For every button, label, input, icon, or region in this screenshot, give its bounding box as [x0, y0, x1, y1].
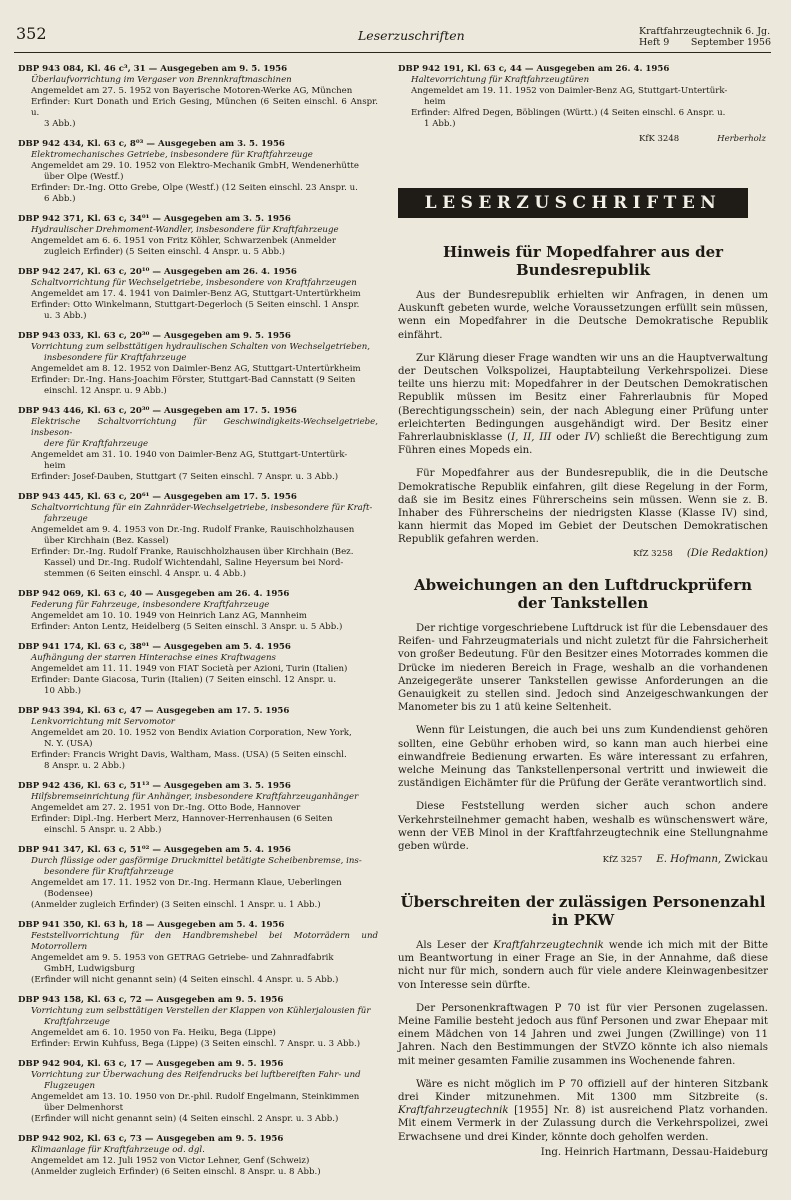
patent-applicant: Angemeldet am 19. 11. 1952 von Daimler-Benz AG, Stuttgart-Untertürk-	[411, 86, 728, 96]
patent-line: Vorrichtung zum selbsttätigen hydraulischen Schalten von Wechselgetrieben,	[31, 342, 370, 352]
patent-line: Schaltvorrichtung für Wechselgetriebe, insbesondere von Kraftfahrzeugen	[31, 278, 357, 288]
patent-line: Erfinder: Dr.-Ing. Rudolf Franke, Rauischholzhausen über Kirchhain (Bez.	[31, 547, 354, 557]
patent-line: Erfinder: Dr.-Ing. Hans-Joachim Förster, Stuttgart-Bad Cannstatt (9 Seiten	[31, 375, 356, 385]
patent-line: (Erfinder will nicht genannt sein) (4 Seiten einschl. 2 Anspr. u. 3 Abb.)	[31, 1114, 339, 1124]
patent-line: Angemeldet am 17. 4. 1941 von Daimler-Benz AG, Stuttgart-Untertürkheim	[31, 289, 361, 299]
paragraph: Aus der Bundesrepublik erhielten wir Anfragen, in denen um Auskunft gebeten wurde, welche Voraussetzungen erfüllt sein müssen, wenn ein Mopedfahrer in die Deutsche Demokratische Republik einfährt.	[398, 290, 768, 341]
patent-head: DBP 943 158, Kl. 63 c, 72 — Ausgegeben am 9. 5. 1956	[18, 995, 284, 1005]
patent-line: Angemeldet am 8. 12. 1952 von Daimler-Benz AG, Stuttgart-Untertürkheim	[31, 364, 361, 374]
reference-code: KfZ 3257	[602, 855, 643, 866]
patent-head: DBP 942 436, Kl. 63 c, 51¹³ — Ausgegeben am 3. 5. 1956	[18, 781, 291, 791]
patent-line: Angemeldet am 13. 10. 1950 von Dr.-phil. Rudolf Engelmann, Steinkimmen	[31, 1092, 360, 1102]
patent-line: Angemeldet am 31. 10. 1940 von Daimler-Benz AG, Stuttgart-Untertürk-	[31, 450, 348, 460]
patent-head: DBP 943 033, Kl. 63 c, 20³⁰ — Ausgegeben am 9. 5. 1956	[18, 331, 291, 341]
article-title: Überschreiten der zulässigen Personenzahl in PKW	[400, 893, 766, 929]
patent-line: u. 3 Abb.)	[44, 311, 87, 321]
patent-line: Hilfsbremseinrichtung für Anhänger, insbesondere Kraftfahrzeuganhänger	[31, 792, 359, 802]
patent-line: Erfinder: Anton Lentz, Heidelberg (5 Seiten einschl. 3 Anspr. u. 5 Abb.)	[31, 622, 343, 632]
patent-line: GmbH, Ludwigsburg	[44, 964, 135, 974]
patent-line: Angemeldet am 9. 5. 1953 von GETRAG Getriebe- und Zahnradfabrik	[31, 953, 334, 963]
patent-line: Kassel) und Dr.-Ing. Rudolf Wichtendahl, Saline Heyersum bei Nord-	[44, 558, 344, 568]
patent-line: Erfinder: Dante Giacosa, Turin (Italien) (7 Seiten einschl. 12 Anspr. u.	[31, 675, 337, 685]
signer-place: Dessau-Haideburg	[672, 1146, 768, 1158]
patent-line: heim	[424, 97, 446, 107]
patent-line: Durch flüssige oder gasförmige Druckmittel betätigte Scheibenbremse, ins-	[31, 856, 362, 866]
patent-line: einschl. 12 Anspr. u. 9 Abb.)	[44, 386, 167, 396]
patent-line: Angemeldet am 10. 10. 1949 von Heinrich Lanz AG, Mannheim	[31, 611, 307, 621]
article-title: Hinweis für Mopedfahrer aus der Bundesrepublik	[442, 243, 724, 279]
patent-line: Angemeldet am 27. 5. 1952 von Bayerische Motoren-Werke AG, München	[31, 86, 353, 96]
patent-line: Angemeldet am 29. 10. 1952 von Elektro-Mechanik GmbH, Wendenerhütte	[31, 161, 359, 171]
patent-line: Feststellvorrichtung für den Handbremshebel bei Motorrädern und Motorrollern	[31, 931, 378, 952]
issue-date: September 1956	[690, 37, 771, 48]
paragraph: Diese Feststellung werden sicher auch schon andere Verkehrsteilnehmer gemacht haben, weshalb es wünschenswert wäre, wenn der VEB Minol in der Kraftfahrzeugtechnik eine Stellungnahme geben würde.	[398, 801, 768, 853]
patent-entry	[18, 214, 378, 258]
paragraph: Für Mopedfahrer aus der Bundesrepublik, die in die Deutsche Demokratische Republik einfahren, gilt diese Regelung in der Form, daß sie im Besitz eines Führerscheins sein müssen. Wenn sie z. B. Inhaber des Führerscheins der niedrigsten Klasse (Klasse IV) sind, kann hiermit das Moped im Gebiet der Deutschen Demokratischen Republik gefahren werden.	[398, 468, 768, 546]
patent-head: DBP 942 371, Kl. 63 c, 34⁰¹ — Ausgegeben am 3. 5. 1956	[18, 214, 291, 224]
reference-code: KfK 3248	[638, 134, 680, 144]
patent-line: über Delmenhorst	[44, 1103, 124, 1113]
patent-line: Angemeldet am 11. 11. 1949 von FIAT Società per Azioni, Turin (Italien)	[31, 664, 348, 674]
patent-head: DBP 942 904, Kl. 63 c, 17 — Ausgegeben am 9. 5. 1956	[18, 1059, 284, 1069]
patent-line: Vorrichtung zum selbsttätigen Verstellen der Klappen von Kühlerjalousien für	[31, 1006, 371, 1016]
patent-line: Erfinder: Francis Wright Davis, Waltham, Mass. (USA) (5 Seiten einschl.	[31, 750, 347, 760]
patent-entry	[18, 845, 378, 911]
article-luftdruck	[398, 577, 768, 867]
journal-info	[639, 26, 771, 48]
patent-head: DBP 941 350, Kl. 63 h, 18 — Ausgegeben am 5. 4. 1956	[18, 920, 285, 930]
patent-line: (Erfinder will nicht genannt sein) (4 Seiten einschl. 4 Anspr. u. 5 Abb.)	[31, 975, 339, 985]
patent-line: (Anmelder zugleich Erfinder) (6 Seiten einschl. 8 Anspr. u. 8 Abb.)	[31, 1167, 321, 1177]
patent-line: 8 Anspr. u. 2 Abb.)	[44, 761, 125, 771]
patent-entry	[18, 64, 378, 130]
patent-line: über Kirchhain (Bez. Kassel)	[44, 536, 169, 546]
patent-entry	[18, 331, 378, 397]
patent-line: Schaltvorrichtung für ein Zahnräder-Wechselgetriebe, insbesondere für Kraft-	[31, 503, 373, 513]
patent-entry	[18, 1059, 378, 1125]
patent-line: Klimaanlage für Kraftfahrzeuge od. dgl.	[31, 1145, 205, 1155]
paragraph: Der Personenkraftwagen P 70 ist für vier Personen zugelassen. Meine Familie besteht jedoch aus fünf Personen und zwar Ehepaar mit einem Mädchen von 14 Jahren und zwei Jungen (Zwillinge) von 11 Jahren. Nach den Bestimmungen der StVZO könnte ich also niemals mit meiner gesamten Familie zusammen ins Wochenende fahren.	[398, 1002, 768, 1067]
patent-line: einschl. 5 Anspr. u. 2 Abb.)	[44, 825, 162, 835]
article-title: Abweichungen an den Luftdruckprüfern der Tankstellen	[413, 576, 753, 612]
paragraph: Als Leser der Kraftfahrzeugtechnik wende ich mich mit der Bitte um Beantwortung in einer Frage an Sie, in der Annahme, daß diese nicht nur für mich, sondern auch für viele andere Kleinwagenbesitzer von Interesse sein dürfte.	[398, 940, 768, 991]
patent-line: (Anmelder zugleich Erfinder) (3 Seiten einschl. 1 Anspr. u. 1 Abb.)	[31, 900, 321, 910]
patent-head: DBP 941 174, Kl. 63 c, 38⁰¹ — Ausgegeben am 5. 4. 1956	[18, 642, 291, 652]
right-column	[398, 64, 768, 1158]
patent-head: DBP 943 084, Kl. 46 c³, 31 — Ausgegeben am 9. 5. 1956	[18, 64, 288, 74]
patent-entry	[18, 642, 378, 697]
patent-line: Elektrische Schaltvorrichtung für Geschwindigkeits-Wechselgetriebe, insbeson-	[31, 417, 378, 438]
paragraph: Zur Klärung dieser Frage wandten wir uns an die Hauptverwaltung der Deutschen Volkspolizei, Hauptabteilung Verkehrspolizei. Diese teilte uns hierzu mit: Mopedfahrer in der Deutschen Demokratischen Republik müssen im Besitz einer Fahrerlaubnis für Moped (Berechtigungsschein) sein, der nach Ablegung einer Prüfung unter erleichterten Bedingungen ausgehändigt wird. Der Besitz einer Fahrerlaubnisklasse (I, II, III oder IV) schließt die Berechtigung zum Führen eines Mopeds ein.	[398, 352, 768, 457]
paragraph: Der richtige vorgeschriebene Luftdruck ist für die Lebensdauer des Reifen- und Fahrzeugmaterials und nicht zuletzt für die Fahrsicherheit von großer Bedeutung. Für den Besitzer eines Motorrades kommen die Drücke im niederen Bereich in Frage, weshalb an die vorhandenen Anzeigegeräte unserer Tankstellen gewisse Anforderungen an die Genauigkeit zu stellen sind. Jedoch sind Anzeigeschwankungen der Manometer bis zu 1 atü keine Seltenheit.	[398, 623, 768, 714]
patent-title: Haltevorrichtung für Kraftfahrzeugtüren	[411, 75, 590, 85]
signer: (Die Redaktion)	[686, 547, 768, 559]
patent-entry	[18, 406, 378, 483]
patent-line: dere für Kraftfahrzeuge	[44, 439, 149, 449]
patent-entry	[18, 589, 378, 633]
patent-line: Lenkvorrichtung mit Servomotor	[31, 717, 175, 727]
patent-line: Angemeldet am 12. Juli 1952 von Victor Lehner, Genf (Schweiz)	[31, 1156, 310, 1166]
patent-line: Angemeldet am 6. 6. 1951 von Fritz Köhler, Schwarzenbek (Anmelder	[31, 236, 337, 246]
issue: Heft 9	[639, 37, 670, 48]
patent-line: Hydraulischer Drehmoment-Wandler, insbesondere für Kraftfahrzeuge	[31, 225, 339, 235]
patent-line: 6 Abb.)	[44, 194, 76, 204]
section-title: Leserzuschriften	[358, 28, 465, 43]
patent-entry	[18, 706, 378, 772]
patent-line: 1 Abb.)	[424, 119, 456, 129]
journal-name: Kraftfahrzeugtechnik 6. Jg.	[639, 26, 771, 37]
paragraph: Wäre es nicht möglich im P 70 offiziell auf der hinteren Sitzbank drei Kinder mitzunehmen. Mit 1300 mm Sitzbreite (s. Kraftfahrzeugtechnik [1955] Nr. 8) ist ausreichend Platz vorhanden. Mit einem Vermerk in der Zulassung durch die Verkehrspolizei, zwei Erwachsene und drei Kinder, könnte doch geholfen werden.	[398, 1078, 768, 1143]
patent-line: Erfinder: Josef-Dauben, Stuttgart (7 Seiten einschl. 7 Anspr. u. 3 Abb.)	[31, 472, 339, 482]
patent-line: Angemeldet am 6. 10. 1950 von Fa. Heiku, Bega (Lippe)	[31, 1028, 276, 1038]
patent-line: 3 Abb.)	[44, 119, 76, 129]
signer-place: Zwickau	[724, 854, 768, 866]
signer: Herberholz	[717, 134, 766, 144]
patent-entry	[18, 920, 378, 986]
patent-head: DBP 943 446, Kl. 63 c, 20³⁰ — Ausgegeben am 17. 5. 1956	[18, 406, 297, 416]
patent-line: Aufhängung der starren Hinterachse eines Kraftwagens	[31, 653, 276, 663]
patent-line: Angemeldet am 17. 11. 1952 von Dr.-Ing. Hermann Klaue, Ueberlingen	[31, 878, 342, 888]
article-moped	[398, 244, 768, 561]
patent-line: Überlaufvorrichtung im Vergaser von Brennkraftmaschinen	[31, 75, 292, 85]
patent-head: DBP 942 434, Kl. 63 c, 8⁰³ — Ausgegeben am 3. 5. 1956	[18, 139, 285, 149]
patent-line: Erfinder: Otto Winkelmann, Stuttgart-Degerloch (5 Seiten einschl. 1 Anspr.	[31, 300, 360, 310]
paragraph: Wenn für Leistungen, die auch bei uns zum Kundendienst gehören sollten, eine Gebühr erhoben wird, so kann man auch hierbei eine einwandfreie Bedienung erwarten. Es wäre interessant zu erfahren, welche Meinung das Tankstellenpersonal vertritt und inwieweit die zuständigen Eichämter für die Prüfung der Geräte verantwortlich sind.	[398, 725, 768, 790]
patent-head: DBP 942 069, Kl. 63 c, 40 — Ausgegeben am 26. 4. 1956	[18, 589, 290, 599]
patent-line: 10 Abb.)	[44, 686, 81, 696]
patent-head: DBP 941 347, Kl. 63 c, 51⁰² — Ausgegeben am 5. 4. 1956	[18, 845, 291, 855]
patent-head: DBP 943 445, Kl. 63 c, 20⁶¹ — Ausgegeben am 17. 5. 1956	[18, 492, 297, 502]
patent-list	[18, 64, 378, 1187]
patent-line: Erfinder: Dr.-Ing. Otto Grebe, Olpe (Westf.) (12 Seiten einschl. 23 Anspr. u.	[31, 183, 358, 193]
patent-line: Elektromechanisches Getriebe, insbesondere für Kraftfahrzeuge	[31, 150, 313, 160]
patent-line: Angemeldet am 20. 10. 1952 von Bendix Aviation Corporation, New York,	[31, 728, 352, 738]
patent-entry	[18, 781, 378, 836]
patent-line: N. Y. (USA)	[44, 739, 93, 749]
patent-line: stemmen (6 Seiten einschl. 4 Anspr. u. 4 Abb.)	[44, 569, 246, 579]
patent-line: Federung für Fahrzeuge, insbesondere Kraftfahrzeuge	[31, 600, 270, 610]
patent-line: (Bodensee)	[44, 889, 93, 899]
patent-head: DBP 942 191, Kl. 63 c, 44 — Ausgegeben am 26. 4. 1956	[398, 64, 670, 74]
patent-line: über Olpe (Westf.)	[44, 172, 124, 182]
patent-line: Vorrichtung zur Überwachung des Reifendrucks bei luftbereiften Fahr- und	[31, 1070, 361, 1080]
article-personenzahl	[398, 894, 768, 1159]
patent-line: fahrzeuge	[44, 514, 88, 524]
patent-line: Angemeldet am 9. 4. 1953 von Dr.-Ing. Rudolf Franke, Rauischholzhausen	[31, 525, 355, 535]
section-banner: LESERZUSCHRIFTEN	[398, 188, 748, 218]
patent-head: DBP 942 902, Kl. 63 c, 73 — Ausgegeben am 9. 5. 1956	[18, 1134, 284, 1144]
patent-line: heim	[44, 461, 66, 471]
patent-line: Erfinder: Dipl.-Ing. Herbert Merz, Hannover-Herrenhausen (6 Seiten	[31, 814, 333, 824]
patent-line: Erfinder: Kurt Donath und Erich Gesing, München (6 Seiten einschl. 6 Anspr. u.	[31, 97, 378, 118]
patent-line: zugleich Erfinder) (5 Seiten einschl. 4 Anspr. u. 5 Abb.)	[44, 247, 286, 257]
page-number: 352	[16, 24, 47, 43]
patent-entry	[18, 267, 378, 322]
signer: E. Hofmann,	[656, 854, 722, 866]
patent-head: DBP 943 394, Kl. 63 c, 47 — Ausgegeben am 17. 5. 1956	[18, 706, 290, 716]
patent-inventor: Erfinder: Alfred Degen, Böblingen (Württ.) (4 Seiten einschl. 6 Anspr. u.	[411, 108, 726, 118]
patent-line: insbesondere für Kraftfahrzeuge	[44, 353, 187, 363]
signer: Ing. Heinrich Hartmann,	[540, 1146, 669, 1158]
patent-line: Flugzeugen	[44, 1081, 96, 1091]
patent-entry	[18, 492, 378, 580]
patent-line: Erfinder: Erwin Kuhfuss, Bega (Lippe) (3 Seiten einschl. 7 Anspr. u. 3 Abb.)	[31, 1039, 361, 1049]
patent-entry	[18, 139, 378, 205]
reference-code: KfZ 3258	[633, 548, 673, 559]
patent-head: DBP 942 247, Kl. 63 c, 20¹⁰ — Ausgegeben am 26. 4. 1956	[18, 267, 297, 277]
patent-entry	[398, 64, 768, 145]
patent-line: Kraftfahrzeuge	[44, 1017, 110, 1027]
patent-entry	[18, 995, 378, 1050]
patent-line: Angemeldet am 27. 2. 1951 von Dr.-Ing. Otto Bode, Hannover	[31, 803, 301, 813]
patent-entry	[18, 1134, 378, 1178]
page-header	[14, 22, 771, 52]
patent-line: besondere für Kraftfahrzeuge	[44, 867, 174, 877]
header-rule	[14, 52, 771, 53]
